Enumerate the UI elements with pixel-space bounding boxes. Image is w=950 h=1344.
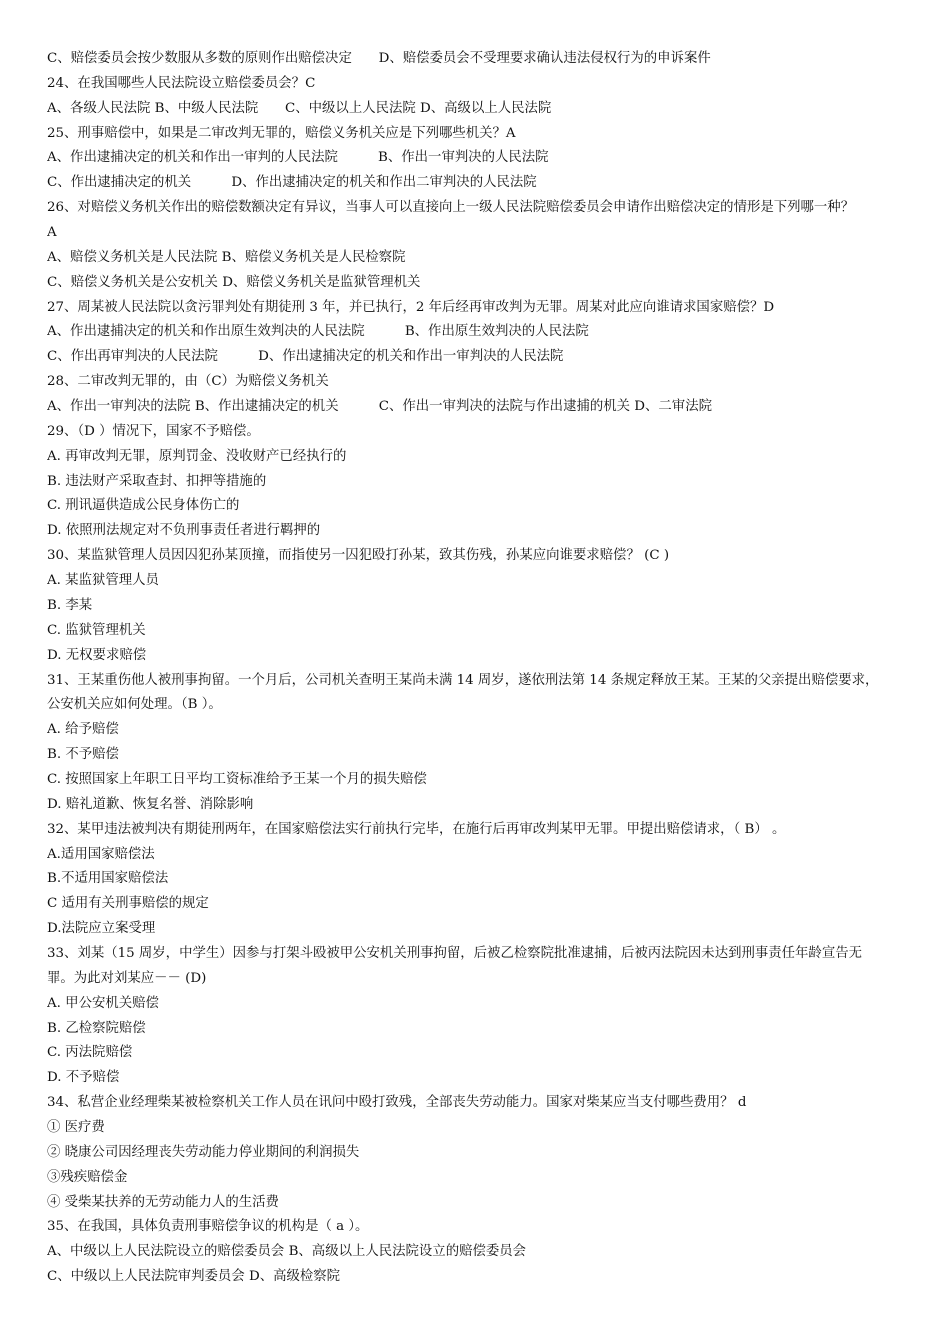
text-line: 35、在我国，具体负责刑事赔偿争议的机构是（ a ）。 <box>47 1219 369 1234</box>
text-line: ④ 受柴某扶养的无劳动能力人的生活费 <box>47 1195 279 1210</box>
text-line: ② 晓康公司因经理丧失劳动能力停业期间的利润损失 <box>47 1145 360 1160</box>
text-line: 26、对赔偿义务机关作出的赔偿数额决定有异议，当事人可以直接向上一级人民法院赔偿委员会申请作出赔偿决定的情形是下列哪一种？ <box>47 200 855 215</box>
text-line: B.不适用国家赔偿法 <box>47 871 169 886</box>
text-line: C. 丙法院赔偿 <box>47 1045 133 1060</box>
text-line: A、中级以上人民法院设立的赔偿委员会 B、高级以上人民法院设立的赔偿委员会 <box>47 1244 527 1259</box>
text-line: A、作出一审判决的法院 B、作出逮捕决定的机关 C、作出一审判决的法院与作出逮捕的机关 D、二审法院 <box>47 399 712 414</box>
text-line: 28、二审改判无罪的，由（C）为赔偿义务机关 <box>47 374 329 389</box>
text-line: C 适用有关刑事赔偿的规定 <box>47 896 209 911</box>
text-line: 29、（D ）情况下，国家不予赔偿。 <box>47 424 260 439</box>
text-line: 24、在我国哪些人民法院设立赔偿委员会？C <box>47 76 316 91</box>
text-line: D.法院应立案受理 <box>47 921 156 936</box>
text-line: A、各级人民法院 B、中级人民法院 C、中级以上人民法院 D、高级以上人民法院 <box>47 101 552 116</box>
text-line: A. 给予赔偿 <box>47 722 119 737</box>
text-line: 33、刘某（15 周岁，中学生）因参与打架斗殴被甲公安机关刑事拘留，后被乙检察院批准逮捕，后被丙法院因未达到刑事责任年龄宣告无 <box>47 946 862 961</box>
text-line: B. 乙检察院赔偿 <box>47 1021 146 1036</box>
text-line: ① 医疗费 <box>47 1120 105 1135</box>
text-line: C、赔偿义务机关是公安机关 D、赔偿义务机关是监狱管理机关 <box>47 275 421 290</box>
text-line: 罪。为此对刘某应－－ (D) <box>47 971 207 986</box>
text-line: D. 不予赔偿 <box>47 1070 120 1085</box>
text-line: B. 李某 <box>47 598 93 613</box>
text-line: B. 不予赔偿 <box>47 747 119 762</box>
text-line: A.适用国家赔偿法 <box>47 847 155 862</box>
text-line: B. 违法财产采取查封、扣押等措施的 <box>47 474 267 489</box>
text-line: A、作出逮捕决定的机关和作出一审判的人民法院 B、作出一审判决的人民法院 <box>47 150 549 165</box>
text-line: A. 再审改判无罪，原判罚金、没收财产已经执行的 <box>47 449 347 464</box>
text-line: A、作出逮捕决定的机关和作出原生效判决的人民法院 B、作出原生效判决的人民法院 <box>47 324 589 339</box>
text-line: 25、刑事赔偿中，如果是二审改判无罪的，赔偿义务机关应是下列哪些机关？A <box>47 126 516 141</box>
text-line: ③残疾赔偿金 <box>47 1170 128 1185</box>
text-line: 30、某监狱管理人员因囚犯孙某顶撞，而指使另一囚犯殴打孙某，致其伤残，孙某应向谁要求赔偿？ (C ) <box>47 548 670 563</box>
text-line: C. 按照国家上年职工日平均工资标准给予王某一个月的损失赔偿 <box>47 772 427 787</box>
text-line: D. 赔礼道歉、恢复名誉、消除影响 <box>47 797 254 812</box>
text-line: 31、王某重伤他人被刑事拘留。一个月后，公司机关查明王某尚未满 14 周岁，遂依刑法第 14 条规定释放王某。王某的父亲提出赔偿要求， <box>47 673 879 688</box>
text-line: C. 刑讯逼供造成公民身体伤亡的 <box>47 498 240 513</box>
text-line: A、赔偿义务机关是人民法院 B、赔偿义务机关是人民检察院 <box>47 250 406 265</box>
text-line: D. 无权要求赔偿 <box>47 648 147 663</box>
text-line: A <box>47 225 57 240</box>
text-line: 公安机关应如何处理。（B ）。 <box>47 697 222 712</box>
text-line: A. 甲公安机关赔偿 <box>47 996 159 1011</box>
text-line: C. 监狱管理机关 <box>47 623 146 638</box>
text-line: 34、私营企业经理柴某被检察机关工作人员在讯问中殴打致残，全部丧失劳动能力。国家对柴某应当支付哪些费用？ d <box>47 1095 747 1110</box>
text-line: C、作出逮捕决定的机关 D、作出逮捕决定的机关和作出二审判决的人民法院 <box>47 175 537 190</box>
text-line: C、作出再审判决的人民法院 D、作出逮捕决定的机关和作出一审判决的人民法院 <box>47 349 564 364</box>
text-line: C、中级以上人民法院审判委员会 D、高级检察院 <box>47 1269 341 1284</box>
text-line: 32、某甲违法被判决有期徒刑两年，在国家赔偿法实行前执行完毕，在施行后再审改判某甲无罪。甲提出赔偿请求，（ B） 。 <box>47 822 786 837</box>
text-line: C、赔偿委员会按少数服从多数的原则作出赔偿决定 D、赔偿委员会不受理要求确认违法侵权行为的申诉案件 <box>47 51 711 66</box>
text-line: A. 某监狱管理人员 <box>47 573 159 588</box>
text-line: 27、周某被人民法院以贪污罪判处有期徒刑 3 年，并已执行，2 年后经再审改判为无罪。周某对此应向谁请求国家赔偿？D <box>47 300 775 315</box>
text-line: D. 依照刑法规定对不负刑事责任者进行羁押的 <box>47 523 321 538</box>
